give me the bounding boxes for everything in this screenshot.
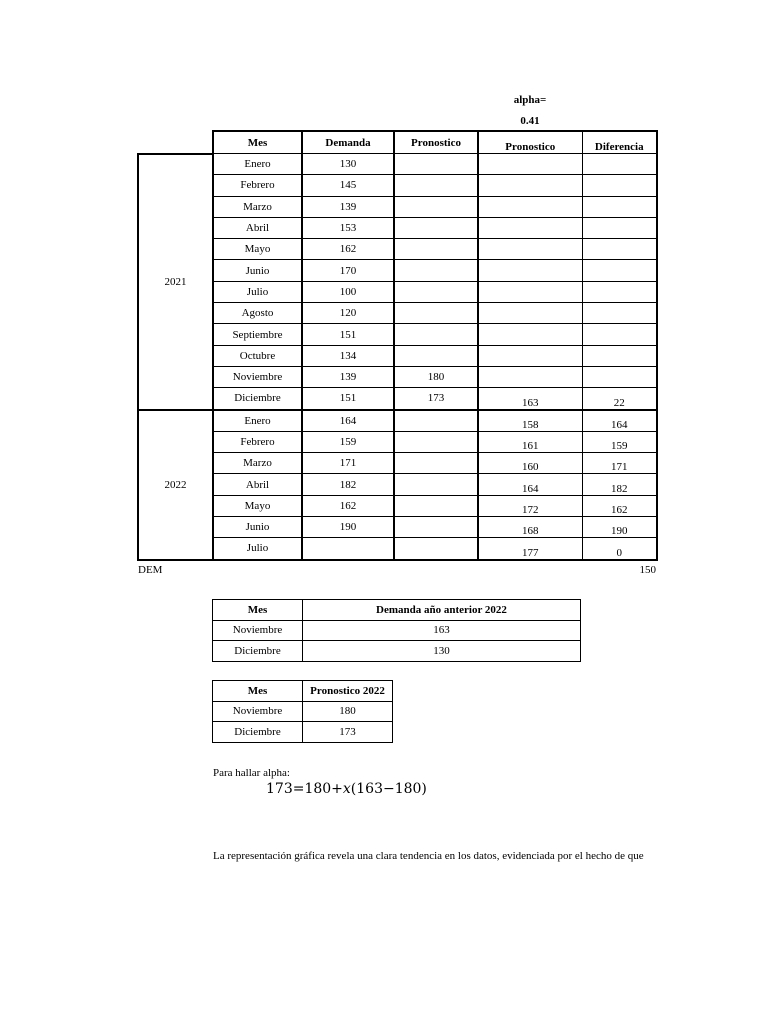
forecast-2022-table	[212, 680, 393, 743]
cell-demanda: 159	[302, 431, 394, 452]
cell-demanda: 164	[302, 410, 394, 432]
cell-pronostico-1: 173	[394, 388, 478, 410]
cell-pronostico-1	[394, 324, 478, 345]
dem-value: 150	[639, 564, 656, 576]
cell-pronostico-2	[478, 345, 582, 366]
cell-diferencia: 0	[582, 538, 657, 560]
cell-pronostico-1	[394, 175, 478, 196]
cell-pronostico-1	[394, 538, 478, 560]
cell-demanda: 170	[302, 260, 394, 281]
table-row	[138, 388, 657, 410]
table-row	[138, 538, 657, 560]
cell-demanda: 120	[302, 303, 394, 324]
dem-label: DEM	[138, 564, 163, 576]
cell-mes: Agosto	[213, 303, 302, 324]
header-demanda: Demanda	[302, 131, 394, 154]
table-row	[138, 154, 657, 175]
table-row	[138, 410, 657, 432]
cell-diferencia: 190	[582, 517, 657, 538]
cell-pronostico-2	[478, 217, 582, 238]
cell-pronostico-2: 160	[478, 453, 582, 474]
table-row	[138, 366, 657, 387]
cell-pronostico-1	[394, 453, 478, 474]
cell-diferencia: 164	[582, 410, 657, 432]
cell-diferencia	[582, 260, 657, 281]
cell-demanda: 171	[302, 453, 394, 474]
table-row	[138, 239, 657, 260]
cell-pronostico-1	[394, 260, 478, 281]
cell-demanda: 145	[302, 175, 394, 196]
cell-pronostico-1	[394, 431, 478, 452]
table-row	[138, 281, 657, 302]
cell-pronostico-2: 164	[478, 474, 582, 495]
cell-pronostico-1	[394, 281, 478, 302]
cell-demanda: 130	[302, 154, 394, 175]
cell-diferencia: 171	[582, 453, 657, 474]
cell-pronostico-2	[478, 175, 582, 196]
cell-diferencia	[582, 239, 657, 260]
cell-pronostico-2	[478, 196, 582, 217]
table-row	[138, 260, 657, 281]
header-pronostico-1: Pronostico	[394, 131, 478, 154]
cell-mes: Febrero	[213, 431, 302, 452]
cell-mes: Enero	[213, 154, 302, 175]
cell-pronostico-1	[394, 154, 478, 175]
cell-diferencia: 162	[582, 495, 657, 516]
cell-mes: Mayo	[213, 239, 302, 260]
cell-demanda: 162	[302, 495, 394, 516]
cell-demanda: 139	[302, 196, 394, 217]
cell-demanda: 151	[302, 388, 394, 410]
cell-demanda: 162	[302, 239, 394, 260]
cell-mes: Noviembre	[213, 620, 303, 641]
table-header-row	[138, 131, 657, 154]
cell-diferencia	[582, 154, 657, 175]
cell-mes: Julio	[213, 538, 302, 560]
cell-pronostico-2	[478, 281, 582, 302]
cell-pronostico: 180	[303, 701, 393, 722]
cell-mes: Septiembre	[213, 324, 302, 345]
cell-pronostico-2: 158	[478, 410, 582, 432]
cell-pronostico-2	[478, 260, 582, 281]
cell-diferencia: 182	[582, 474, 657, 495]
year-header-empty	[138, 131, 213, 154]
cell-mes: Diciembre	[213, 641, 303, 662]
cell-demanda: 151	[302, 324, 394, 345]
cell-pronostico-1	[394, 196, 478, 217]
cell-pronostico-1	[394, 303, 478, 324]
header-demanda-anterior: Demanda año anterior 2022	[303, 600, 581, 621]
cell-diferencia	[582, 217, 657, 238]
cell-mes: Mayo	[213, 495, 302, 516]
alpha-equation: 173=180+𝑥(163−180)	[266, 781, 427, 797]
cell-mes: Noviembre	[213, 366, 302, 387]
cell-pronostico-2	[478, 239, 582, 260]
cell-demanda: 139	[302, 366, 394, 387]
cell-diferencia	[582, 196, 657, 217]
cell-mes: Febrero	[213, 175, 302, 196]
table-row	[138, 196, 657, 217]
alpha-label: alpha=	[513, 94, 547, 106]
cell-pronostico-1	[394, 474, 478, 495]
cell-pronostico-2	[478, 366, 582, 387]
forecast-table	[137, 130, 658, 561]
body-paragraph: La representación gráfica revela una clara tendencia en los datos, evidenciada por el hecho de que	[213, 850, 644, 862]
table-row	[138, 324, 657, 345]
cell-mes: Marzo	[213, 453, 302, 474]
table-row	[138, 453, 657, 474]
table-row	[138, 495, 657, 516]
alpha-value: 0.41	[520, 115, 540, 127]
cell-diferencia: 22	[582, 388, 657, 410]
cell-mes: Octubre	[213, 345, 302, 366]
cell-pronostico-1	[394, 345, 478, 366]
header-diferencia: Diferencia	[582, 131, 657, 154]
cell-pronostico-1	[394, 495, 478, 516]
cell-pronostico-2: 168	[478, 517, 582, 538]
cell-pronostico-2: 161	[478, 431, 582, 452]
cell-demanda: 100	[302, 281, 394, 302]
cell-diferencia	[582, 303, 657, 324]
table-row	[138, 303, 657, 324]
table-row	[138, 431, 657, 452]
cell-mes: Junio	[213, 260, 302, 281]
cell-diferencia: 159	[582, 431, 657, 452]
cell-mes: Enero	[213, 410, 302, 432]
cell-mes: Abril	[213, 474, 302, 495]
table-header-row	[213, 600, 581, 621]
cell-pronostico-1	[394, 239, 478, 260]
year-cell: 2022	[138, 410, 213, 560]
previous-year-demand-table	[212, 599, 581, 662]
table-header-row	[213, 681, 393, 702]
header-mes: Mes	[213, 131, 302, 154]
alpha-instruction: Para hallar alpha:	[213, 767, 290, 779]
cell-pronostico-2: 177	[478, 538, 582, 560]
header-pronostico-2: Pronostico	[478, 131, 582, 154]
table-row	[213, 641, 581, 662]
cell-demanda: 134	[302, 345, 394, 366]
table-row	[213, 620, 581, 641]
table-row	[138, 175, 657, 196]
header-mes: Mes	[213, 600, 303, 621]
cell-pronostico: 173	[303, 722, 393, 743]
cell-mes: Julio	[213, 281, 302, 302]
cell-pronostico-1	[394, 517, 478, 538]
cell-demanda: 182	[302, 474, 394, 495]
cell-diferencia	[582, 281, 657, 302]
cell-diferencia	[582, 366, 657, 387]
cell-diferencia	[582, 175, 657, 196]
year-cell: 2021	[138, 154, 213, 410]
cell-demanda: 190	[302, 517, 394, 538]
table-row	[138, 474, 657, 495]
cell-pronostico-2: 163	[478, 388, 582, 410]
cell-demanda: 130	[303, 641, 581, 662]
cell-pronostico-2	[478, 303, 582, 324]
table-row	[138, 217, 657, 238]
cell-pronostico-1	[394, 410, 478, 432]
header-mes: Mes	[213, 681, 303, 702]
cell-demanda	[302, 538, 394, 560]
cell-mes: Junio	[213, 517, 302, 538]
cell-mes: Marzo	[213, 196, 302, 217]
cell-pronostico-2: 172	[478, 495, 582, 516]
cell-demanda: 163	[303, 620, 581, 641]
table-row	[213, 701, 393, 722]
table-row	[213, 722, 393, 743]
table-row	[138, 517, 657, 538]
cell-pronostico-2	[478, 154, 582, 175]
cell-pronostico-1	[394, 217, 478, 238]
header-pronostico-2022: Pronostico 2022	[303, 681, 393, 702]
cell-diferencia	[582, 324, 657, 345]
cell-demanda: 153	[302, 217, 394, 238]
cell-mes: Abril	[213, 217, 302, 238]
cell-mes: Noviembre	[213, 701, 303, 722]
table-row	[138, 345, 657, 366]
cell-pronostico-2	[478, 324, 582, 345]
cell-mes: Diciembre	[213, 722, 303, 743]
cell-mes: Diciembre	[213, 388, 302, 410]
cell-pronostico-1: 180	[394, 366, 478, 387]
cell-diferencia	[582, 345, 657, 366]
